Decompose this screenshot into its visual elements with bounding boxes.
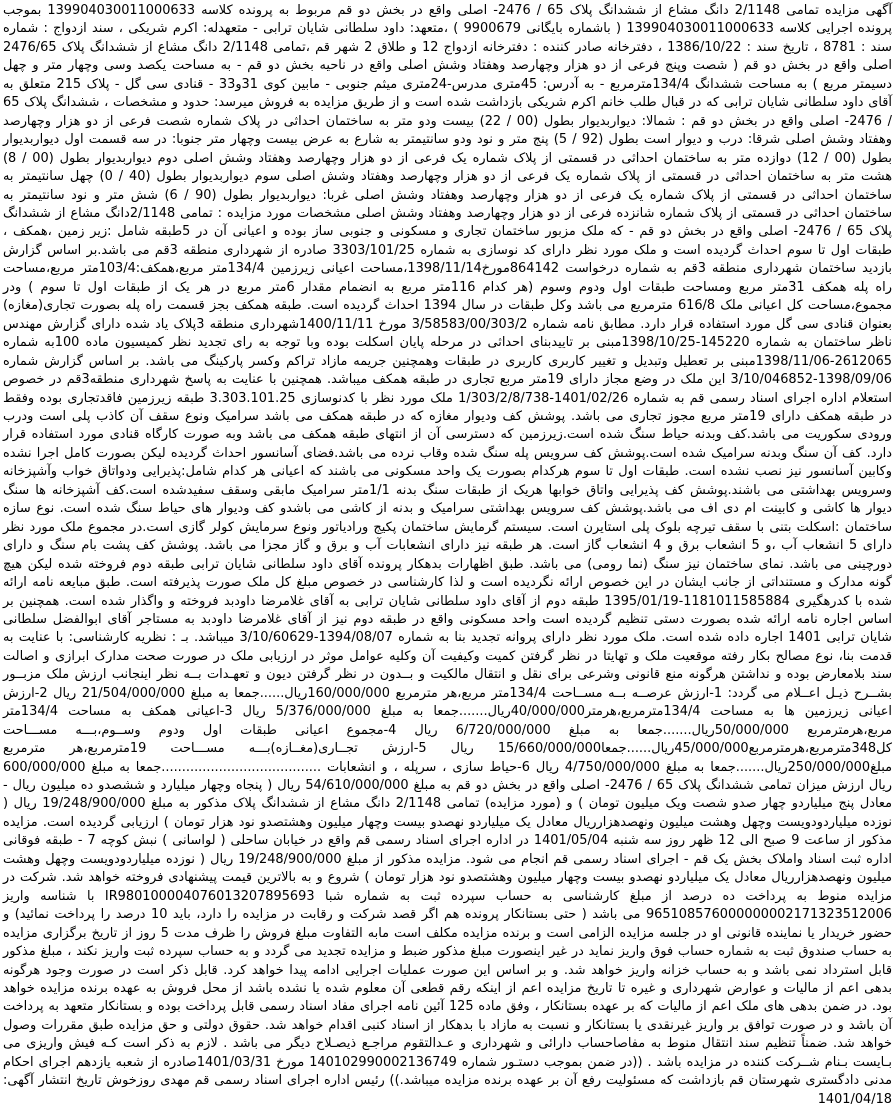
notice-body-text: آگهی مزایده تمامی 2/1148 دانگ مشاع از ششدانگ پلاک 65 / 2476- اصلی واقع در بخش دو قم مربوط به پرونده کلاسه 139904030011000633 بموجب پرونده اجرایی کلاسه 139904030011000633 ( باشماره بایگانی 9900679 ) ،متعهد: داود سلطانی شایان ترابی - متعهدله: اکرم شریکی ، سند ازدواج : شماره سند : 8781 ، تاریخ سند : 1386/10/22 ، دفترخانه صادر کننده : دفترخانه ازدواج 12 و طلاق 2 شهر قم ،تمامی 2/1148 دانگ مشاع از ششدانگ پلاک 2476/65 اصلی واقع در بخش دو قم ( شصت وپنج فرعی از دو هزار وچهارصد وهفتاد وشش اصلی واقع در ناحیه بخش دو قم - به مساحت یکصد وسی وچهار متر و چهل دسیمتر مربع ) به مساحت ششدانگ 134/4مترمربع - به آدرس: 45متری مدرس-24متری میثم جنوبی - مابین کوی 31و33 - قنادی سی گل - پلاک 215 متعلق به آقای داود سلطانی شایان ترابی که در قبال طلب خانم اکرم شریکی بازداشت شده است و از طریق مزایده به فروش میرسد: حدود و مشخصات ، ششدانگ پلاک 65 / 2476- اصلی واقع در بخش دو قم : شمالا: دیواربدیوار بطول (00 / 22) بیست ودو متر به ساختمان احداثی در پلاک شماره شصت فرعی از دو هزار وچهارصد وهفتاد وشش اصلی شرقا: درب و دیوار است بطول (92 / 5) پنج متر و نود ودو سانتیمتر به شارع به عرض بیست وچهار متر جنوبا: در سه قسمت اول دیواربدیوار بطول (00 / 12) دوازده متر به ساختمان احداثی در قسمتی از پلاک شماره یک فرعی از دو هزار وچهارصد وهفتاد وشش اصلی دوم دیواربدیوار بطول (00 / 8) هشت متر به ساختمان احداثی در قسمتی از پلاک شماره یک فرعی از دو هزار وچهارصد وهفتاد وشش اصلی سوم دیواربدیوار بطول (40 / 0) چهل سانتیمتر به ساختمان احداثی در قسمتی از پلاک شماره یک فرعی از دو هزار وچهارصد وهفتاد وشش اصلی غربا: دیواربدیوار بطول (90 / 6) شش متر و نود سانتیمتر به ساختمان احداثی در قسمتی از پلاک شماره شانزده فرعی از دو هزار وچهارصد وهفتاد وشش اصلی مشخصات مورد مزایده : تمامی 2/1148دانگ مشاع از ششدانگ پلاک 65 / 2476- اصلی واقع در بخش دو قم - که ملک مزبور ساختمان تجاری و مسکونی و جنوبی ساز بوده و اعیانی آن در 5طبقه شامل :زیر زمین ،همکف ، طبقات اول تا سوم احداث گردیده است و ملک مورد نظر دارای کد نوسازی به شماره 3303/101/25 صادره از شهرداری منطقه 3قم می باشد.بر اساس گزارش بازدید ساختمان شهرداری منطقه 3قم به شماره درخواست 864142مورخ1398/11/14،مساحت اعیانی زیرزمین 134/4متر مربع،همکف:103/4متر مربع،مساحت راه پله همکف 31متر مربع ومساحت طبقات اول ودوم وسوم (هر کدام 116متر مربع به انضمام مقدار 6متر مربع در هر یک از طبقات اول تا سوم ) ودر مجموع،مساحت کل اعیانی ملک 616/8 مترمربع می باشد وکل طبقات در سال 1394 احداث گردیده است. طبقه همکف بجز قسمت راه پله بصورت تجاری(مغازه) بعنوان قنادی سی گل مورد استفاده قرار دارد. مطابق نامه شماره 3/58583/00/303/2 مورخ 1400/11/11شهرداری منطقه 3پلاک یاد شده دارای گزارش مهندس ناظر ساختمان به شماره 145220-1398/10/25مبنی بر تاییدبنای احداثی در مرحله پایان اسکلت بوده وبا توجه به رای تجدید نظر کمیسیون ماده 100به شماره 2612065-1398/11/06مبنی بر تعطیل وتبدیل و تغییر کاربری کاربری در طبقات وهمچنین جریمه مازاد تراکم وکسر پارکینگ می باشد. بر اساس گزارش شماره 1398/09/06-3/10/046852 این ملک در وضع مجاز دارای 19متر مربع تجاری در طبقه همکف میباشد. همچنین با عنایت به پاسخ شهرداری منطقه3قم در خصوص استعلام اداره اجرای اسناد رسمی قم به شماره 1401/02/26-1/303/2/8/738 ملک مورد نظر با کدنوسازی 3.303.101.25 طبقه زیرزمین فاقدتجاری بوده وفقط در طبقه همکف دارای 19متر مربع مجوز تجاری می باشد. پوشش کف ودیوار مغازه که در طبقه همکف می باشد سرامیک ونوع سقف آن کاذب پلی است ودرب ورودی سکوریت می باشد.کف وبدنه حیاط سنگ شده است.زیرزمین که دسترسی آن از انتهای طبقه همکف می باشد وبه صورت کارگاه قنادی مورد استفاده قرار دارد. کف آن سنگ وبدنه سرامیک شده است.پوشش کف سرویس پله سنگ شده وقاب نرده می باشد.فضای آسانسور احداث گردیده لیکن بصورت کامل اجرا نشده وکابین آسانسور نیز نصب نشده است. طبقات اول تا سوم هرکدام بصورت یک واحد مسکونی می باشند که اعیانی هر کدام شامل:پذیرایی ودواتاق خواب وآشپزخانه وسرویس بهداشتی می باشند.پوشش کف پذیرایی واتاق خوابها هریک از طبقات سنگ بدنه 1/1متر سرامیک مابقی وسقف سفیدشده است.کف آشپزخانه ها سنگ دیوار ها کاشی و کابینت ام دی اف می باشد.پوشش کف سرویس بهداشتی سرامیک و بدنه از کاشی می باشدو کف ودیوار های حیاط سنگ شده است. نوع سازه ساختمان :اسکلت بتنی با سقف تیرچه بلوک پلی استایرن است. سیستم گرمایش ساختمان پکیج ورادیاتور ونوع سرمایش کولر گازی است.در مجموع ملک مورد نظر دارای 5 انشعاب آب ،و 5 انشعاب برق و 4 انشعاب گاز است. هر طبقه نیز دارای انشعابات آب و برق و گاز مجزا می باشد. پوشش کف پشت بام سنگ و دارای دورچینی می باشد. نمای ساختمان نیز سنگ (نما رومی) می باشد. طبق اظهارات بدهکار پرونده آقای داود سلطانی شایان ترابی طبقه دوم فروخته شده لیکن هیچ گونه مدارک و مستنداتی از جانب ایشان در این خصوص ارائه نگردیده است و لذا کارشناسی در خصوص مبلغ کل ملک صورت پذیرفته است. طبق مبایعه نامه ارائه شده با کدرهگیری 1181011585884-1395/01/19 طبقه دوم از آقای داود سلطانی شایان ترابی به آقای غلامرضا داودبد فروخته و واگذار شده است. همچنین بر اساس اجاره نامه ارائه شده بصورت دستی تنظیم گردیده است واحد مسکونی واقع در طبقه دوم نیز از آقای غلامرضا داودبد به مستاجر آقای ابوالفضل سلطانی شایان ترابی 1401 اجاره داده شده است. ملک مورد نظر دارای پروانه تجدید بنا به شماره 1394/08/07-3/10/60629 میباشد. بـ : نظریه کارشناسی: با عنایت به قدمت بنا، نوع مصالح بکار رفته موقعیت ملک و تهایتا در نظر گرفتن کمیت وکیفیت آن وکلیه عوامل موثر در ارزیابی ملک در صورت صحت مدارک ابرازی و اصالت سند بلامعارض بوده و نداشتن هرگونه منع قانونی وشرعی برای نقل و انتقال مالکیت و بــدون در نظر گرفتن دیون و تعهـدات بــه نظر اینجانب ارزش ملک مزبــور بشــرح ذیـل اعــلام می گردد: 1-ارزش عرصــه بــه مســاحت 134/4متر مربع،هر مترمربع 160/000/000ریال......جمعا به مبلغ 21/504/000/000 ریال 2-ارزش اعیانی زیرزمین ها به مساحت 134/4مترمربع،هرمتر40/000/000ریال.......جمعا به مبلغ 5/376/000/000 ریال 3-اعیانی همکف به مساحت 134/4متر مربع،هرمترمربع 50/000/000ریال.......جمعا به مبلغ 6/720/000/000 ریال 4-مجموع اعیانی طبقات اول ودوم وســوم،بـــه مســـاحت کل348مترمربع،هرمترمربع45/000/000ریال......جمعا15/660/000/000 ریال 5-ارزش تجــاری(مغــازه)بـــه مســـاحت 19مترمربع،هر مترمربع مبلغ250/000/000ریال.......جمعا به مبلغ 4/750/000/000 ریال 6-حیاط سازی ، سرپله ، و انشعابات .......................................جمعا به مبلغ 600/000/000 ریال ارزش میزان تمامی ششدانگ پلاک 65 / 2476- اصلی واقع در بخش دو قم به مبلغ 54/610/000/000 ریال ( پنجاه وچهار میلیارد و ششصدو ده میلیون ریال - معادل پنج میلیاردو چهار صدو شصت ویک میلیون تومان ) و (مورد مزایده) تمامی 2/1148 دانگ مشاع از ششدانگ پلاک مذکور به مبلغ 19/248/900/000 ریال ( نوزده میلیاردودویست وچهل وهشت میلیون ونهصدهزارریال معادل یک میلیاردو نهصدو بیست وچهار میلیون وهشتصدو نود هزار تومان ) ارزیابی گردیده است. مزایده مذکور از ساعت 9 صبح الی 12 ظهر روز سه شنبه 1401/05/04 در اداره اجرای اسناد رسمی قم واقع در خیابان ساحلی ( لواسانی ) نبش کوچه 7 - طبقه فوقانی اداره ثبت اسناد واملاک بخش یک قم - اجرای اسناد رسمی قم انجام می شود. مزایده مذکور از مبلغ 19/248/900/000 ریال ( نوزده میلیاردودویست وچهل وهشت میلیون ونهصدهزارریال معادل یک میلیاردو نهصدو بیست وچهار میلیون وهشتصدو نود هزار تومان ) شروع و به بالاترین قیمت پیشنهادی فروخته خواهد شد. شرکت در مزایده منوط به پرداخت ده درصد از مبلغ کارشناسی به حساب سپرده ثبت به شماره شبا IR980100004076013207895693 با شناسه واریز 965108576000000002171323512006 می باشد ( حتی بستانکار پرونده هم اگر قصد شرکت و رقابت در مزایده را دارد، باید 10 درصد را پرداخت نمائید) و حضور خریدار یا نماینده قانونی او در جلسه مزایده الزامی است و برنده مزایده مکلف است مابه التفاوت مبلغ فروش را ظرف مدت 5 روز از تاریخ برگزاری مزایده به حساب صندوق ثبت به شماره حساب فوق واریز نماید در غیر اینصورت مبلغ مذکور ضبط و مزایده تجدید می گردد و به حساب سپرده ثبت واریز نکند ، مبلغ مذکور قابل استرداد نمی باشد و به حساب خزانه واریز خواهد شد. و بر اساس این صورت عملیات اجرایی ادامه پیدا خواهد کرد. قابل ذکر است در صورت وجود هرگونه بدهی اعم از مالیات و عوارض شهرداری و غیره تا تاریخ مزایده اعم از اینکه رقم قطعی آن معلوم شده یا نشده باشد از محل فروش به عهده برنده مزایده خواهد بود. در ضمن بدهی های ملک اعم از مالیات که بر عهده بستانکار ، وفق ماده 125 آئین نامه اجرای مفاد اسناد رسمی قابل پرداخت بوده و بستانکار متعهد به پرداخت آن باشد و در صورت توافق بر واریز غیرنقدی یا بستانکار و نسبت به مازاد با بدهکار از اسناد کنبی اقدام خواهد شد. حقوق دولتی و حق مزایده طبق مقررات وصول خواهد شد. ضمناً تنظیم سند انتقال منوط به مفاصاحساب دارائی و شهرداری و عـدالتقوم مراجـع ذیصـلاح دیگر می باشد . لازم به ذکر است کـه فیش واریزی می بـایست بـنام شــرکت کننده در مزایده باشد . ((در ضمن بموجب دستـور شماره 140102990002136749 مورخ 1401/03/31صادره از شعبه یازدهم اجرای احکام مدنی دادگستری شهرستان قم بازداشت که مسئولیت رفع آن بر عهده برنده مزایده میباشد.)) رئیس اداره اجرای اسناد رسمی قم مهدی روزخوش تاریخ انتشار آگهی: 1401/04/18 <box>3 3 893 1107</box>
